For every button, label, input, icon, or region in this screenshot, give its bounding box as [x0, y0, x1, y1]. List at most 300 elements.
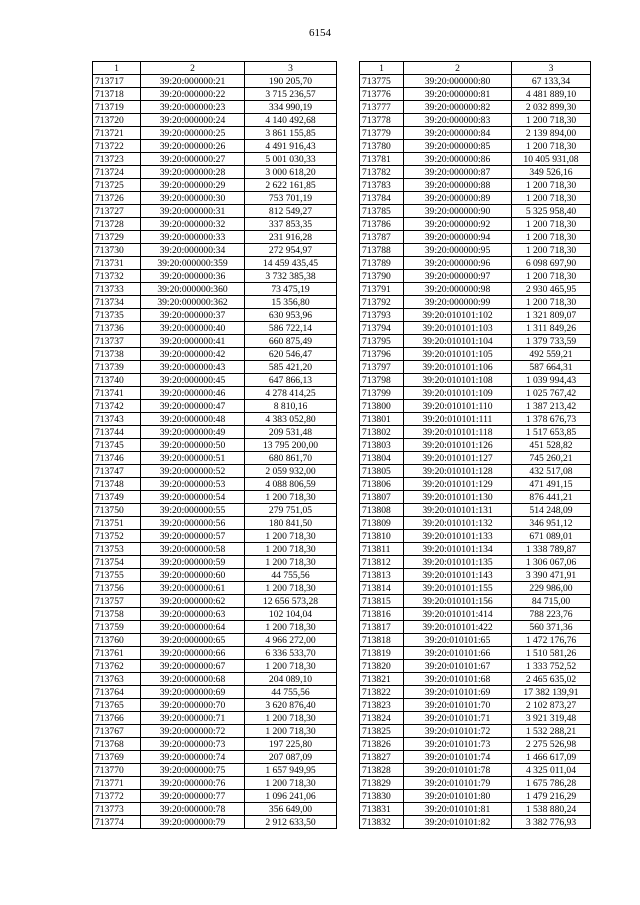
row-number-cell: 713827 — [360, 751, 404, 764]
row-number-cell: 713777 — [360, 101, 404, 114]
row-number-cell: 713730 — [93, 244, 141, 257]
value-cell: 1 200 718,30 — [245, 543, 337, 556]
cadastral-number-cell: 39:20:000000:66 — [141, 647, 245, 660]
table-row — [360, 309, 591, 322]
table-row — [360, 803, 591, 816]
value-cell: 73 475,19 — [245, 283, 337, 296]
left-data-table — [92, 61, 337, 829]
table-row — [360, 686, 591, 699]
row-number-cell: 713829 — [360, 777, 404, 790]
table-row — [93, 530, 337, 543]
value-cell: 1 479 216,29 — [512, 790, 591, 803]
row-number-cell: 713738 — [93, 348, 141, 361]
value-cell: 2 059 932,00 — [245, 465, 337, 478]
row-number-cell: 713731 — [93, 257, 141, 270]
cadastral-number-cell: 39:20:000000:76 — [141, 777, 245, 790]
row-number-cell: 713719 — [93, 101, 141, 114]
value-cell: 4 140 492,68 — [245, 114, 337, 127]
value-cell: 1 333 752,52 — [512, 660, 591, 673]
cadastral-number-cell: 39:20:000000:82 — [404, 101, 512, 114]
cadastral-number-cell: 39:20:010101:81 — [404, 803, 512, 816]
cadastral-number-cell: 39:20:010101:134 — [404, 543, 512, 556]
row-number-cell: 713799 — [360, 387, 404, 400]
table-row — [93, 101, 337, 114]
value-cell: 4 491 916,43 — [245, 140, 337, 153]
table-row — [93, 517, 337, 530]
table-row — [360, 790, 591, 803]
table-row — [360, 387, 591, 400]
value-cell: 1 532 288,21 — [512, 725, 591, 738]
column-header: 3 — [512, 62, 591, 75]
row-number-cell: 713758 — [93, 608, 141, 621]
cadastral-number-cell: 39:20:010101:130 — [404, 491, 512, 504]
cadastral-number-cell: 39:20:010101:82 — [404, 816, 512, 829]
row-number-cell: 713765 — [93, 699, 141, 712]
row-number-cell: 713773 — [93, 803, 141, 816]
row-number-cell: 713733 — [93, 283, 141, 296]
cadastral-number-cell: 39:20:000000:71 — [141, 712, 245, 725]
value-cell: 1 039 994,43 — [512, 374, 591, 387]
value-cell: 209 531,48 — [245, 426, 337, 439]
cadastral-number-cell: 39:20:010101:422 — [404, 621, 512, 634]
value-cell: 1 200 718,30 — [512, 270, 591, 283]
row-number-cell: 713756 — [93, 582, 141, 595]
row-number-cell: 713750 — [93, 504, 141, 517]
row-number-cell: 713742 — [93, 400, 141, 413]
cadastral-number-cell: 39:20:000000:36 — [141, 270, 245, 283]
table-row — [93, 673, 337, 686]
row-number-cell: 713718 — [93, 88, 141, 101]
row-number-cell: 713764 — [93, 686, 141, 699]
column-header: 1 — [93, 62, 141, 75]
value-cell: 197 225,80 — [245, 738, 337, 751]
value-cell: 1 200 718,30 — [512, 114, 591, 127]
row-number-cell: 713755 — [93, 569, 141, 582]
cadastral-number-cell: 39:20:000000:62 — [141, 595, 245, 608]
value-cell: 6 098 697,90 — [512, 257, 591, 270]
row-number-cell: 713770 — [93, 764, 141, 777]
cadastral-number-cell: 39:20:000000:52 — [141, 465, 245, 478]
cadastral-number-cell: 39:20:000000:98 — [404, 283, 512, 296]
value-cell: 2 930 465,95 — [512, 283, 591, 296]
table-row — [360, 205, 591, 218]
value-cell: 15 356,80 — [245, 296, 337, 309]
table-row — [360, 621, 591, 634]
row-number-cell: 713720 — [93, 114, 141, 127]
cadastral-number-cell: 39:20:010101:108 — [404, 374, 512, 387]
cadastral-number-cell: 39:20:010101:133 — [404, 530, 512, 543]
value-cell: 1 200 718,30 — [245, 712, 337, 725]
table-row — [360, 673, 591, 686]
row-number-cell: 713748 — [93, 478, 141, 491]
value-cell: 587 664,31 — [512, 361, 591, 374]
table-row — [360, 608, 591, 621]
cadastral-number-cell: 39:20:010101:102 — [404, 309, 512, 322]
cadastral-number-cell: 39:20:000000:79 — [141, 816, 245, 829]
value-cell: 812 549,27 — [245, 205, 337, 218]
row-number-cell: 713806 — [360, 478, 404, 491]
cadastral-number-cell: 39:20:000000:56 — [141, 517, 245, 530]
table-row — [360, 101, 591, 114]
table-row — [93, 647, 337, 660]
row-number-cell: 713771 — [93, 777, 141, 790]
table-row — [360, 114, 591, 127]
cadastral-number-cell: 39:20:010101:126 — [404, 439, 512, 452]
value-cell: 1 517 653,85 — [512, 426, 591, 439]
cadastral-number-cell: 39:20:010101:128 — [404, 465, 512, 478]
table-row — [93, 205, 337, 218]
table-row — [93, 374, 337, 387]
cadastral-number-cell: 39:20:010101:71 — [404, 712, 512, 725]
value-cell: 1 200 718,30 — [512, 218, 591, 231]
row-number-cell: 713811 — [360, 543, 404, 556]
cadastral-number-cell: 39:20:000000:85 — [404, 140, 512, 153]
row-number-cell: 713781 — [360, 153, 404, 166]
value-cell: 1 200 718,30 — [245, 582, 337, 595]
row-number-cell: 713746 — [93, 452, 141, 465]
value-cell: 2 139 894,00 — [512, 127, 591, 140]
row-number-cell: 713747 — [93, 465, 141, 478]
value-cell: 1 311 849,26 — [512, 322, 591, 335]
value-cell: 788 223,76 — [512, 608, 591, 621]
value-cell: 1 200 718,30 — [512, 192, 591, 205]
table-row — [360, 270, 591, 283]
value-cell: 3 732 385,38 — [245, 270, 337, 283]
cadastral-number-cell: 39:20:010101:109 — [404, 387, 512, 400]
row-number-cell: 713783 — [360, 179, 404, 192]
cadastral-number-cell: 39:20:000000:37 — [141, 309, 245, 322]
cadastral-number-cell: 39:20:000000:99 — [404, 296, 512, 309]
row-number-cell: 713800 — [360, 400, 404, 413]
row-number-cell: 713739 — [93, 361, 141, 374]
cadastral-number-cell: 39:20:000000:45 — [141, 374, 245, 387]
row-number-cell: 713779 — [360, 127, 404, 140]
table-row — [93, 478, 337, 491]
table-row — [93, 88, 337, 101]
table-row — [360, 452, 591, 465]
table-row — [360, 725, 591, 738]
table-row — [93, 699, 337, 712]
value-cell: 1 306 067,06 — [512, 556, 591, 569]
row-number-cell: 713809 — [360, 517, 404, 530]
table-row — [93, 803, 337, 816]
value-cell: 272 954,97 — [245, 244, 337, 257]
value-cell: 14 459 435,45 — [245, 257, 337, 270]
table-row — [93, 192, 337, 205]
row-number-cell: 713761 — [93, 647, 141, 660]
table-row — [93, 361, 337, 374]
table-row — [360, 634, 591, 647]
row-number-cell: 713830 — [360, 790, 404, 803]
value-cell: 334 990,19 — [245, 101, 337, 114]
table-row — [93, 712, 337, 725]
table-row — [360, 543, 591, 556]
table-row — [360, 179, 591, 192]
row-number-cell: 713788 — [360, 244, 404, 257]
value-cell: 1 200 718,30 — [245, 556, 337, 569]
row-number-cell: 713723 — [93, 153, 141, 166]
cadastral-number-cell: 39:20:000000:75 — [141, 764, 245, 777]
row-number-cell: 713826 — [360, 738, 404, 751]
row-number-cell: 713794 — [360, 322, 404, 335]
header-row — [93, 62, 337, 75]
table-row — [93, 322, 337, 335]
column-header: 3 — [245, 62, 337, 75]
row-number-cell: 713814 — [360, 582, 404, 595]
row-number-cell: 713728 — [93, 218, 141, 231]
row-number-cell: 713740 — [93, 374, 141, 387]
left-table-body — [93, 62, 337, 829]
cadastral-number-cell: 39:20:010101:414 — [404, 608, 512, 621]
cadastral-number-cell: 39:20:000000:77 — [141, 790, 245, 803]
value-cell: 1 321 809,07 — [512, 309, 591, 322]
value-cell: 660 875,49 — [245, 335, 337, 348]
row-number-cell: 713763 — [93, 673, 141, 686]
row-number-cell: 713751 — [93, 517, 141, 530]
value-cell: 207 087,09 — [245, 751, 337, 764]
value-cell: 1 538 880,24 — [512, 803, 591, 816]
table-row — [93, 127, 337, 140]
table-row — [93, 777, 337, 790]
row-number-cell: 713743 — [93, 413, 141, 426]
table-row — [360, 738, 591, 751]
value-cell: 1 200 718,30 — [245, 725, 337, 738]
table-row — [360, 374, 591, 387]
table-row — [360, 75, 591, 88]
value-cell: 753 701,19 — [245, 192, 337, 205]
value-cell: 1 657 949,95 — [245, 764, 337, 777]
value-cell: 349 526,16 — [512, 166, 591, 179]
table-row — [93, 387, 337, 400]
value-cell: 1 200 718,30 — [512, 296, 591, 309]
value-cell: 204 089,10 — [245, 673, 337, 686]
row-number-cell: 713818 — [360, 634, 404, 647]
row-number-cell: 713762 — [93, 660, 141, 673]
table-row — [93, 634, 337, 647]
table-row — [93, 452, 337, 465]
row-number-cell: 713767 — [93, 725, 141, 738]
value-cell: 3 390 471,91 — [512, 569, 591, 582]
cadastral-number-cell: 39:20:000000:96 — [404, 257, 512, 270]
table-row — [93, 504, 337, 517]
cadastral-number-cell: 39:20:010101:104 — [404, 335, 512, 348]
cadastral-number-cell: 39:20:010101:105 — [404, 348, 512, 361]
table-row — [93, 686, 337, 699]
cadastral-number-cell: 39:20:000000:63 — [141, 608, 245, 621]
table-row — [360, 400, 591, 413]
page-number: 6154 — [309, 27, 331, 39]
row-number-cell: 713815 — [360, 595, 404, 608]
row-number-cell: 713819 — [360, 647, 404, 660]
row-number-cell: 713797 — [360, 361, 404, 374]
cadastral-number-cell: 39:20:000000:86 — [404, 153, 512, 166]
table-row — [93, 660, 337, 673]
cadastral-number-cell: 39:20:000000:28 — [141, 166, 245, 179]
table-row — [360, 595, 591, 608]
table-row — [93, 738, 337, 751]
cadastral-number-cell: 39:20:000000:55 — [141, 504, 245, 517]
table-row — [93, 114, 337, 127]
cadastral-number-cell: 39:20:000000:83 — [404, 114, 512, 127]
cadastral-number-cell: 39:20:000000:51 — [141, 452, 245, 465]
table-row — [360, 283, 591, 296]
cadastral-number-cell: 39:20:000000:68 — [141, 673, 245, 686]
row-number-cell: 713828 — [360, 764, 404, 777]
table-row — [360, 660, 591, 673]
header-row — [360, 62, 591, 75]
row-number-cell: 713722 — [93, 140, 141, 153]
cadastral-number-cell: 39:20:000000:26 — [141, 140, 245, 153]
row-number-cell: 713789 — [360, 257, 404, 270]
table-row — [360, 491, 591, 504]
table-row — [360, 426, 591, 439]
row-number-cell: 713741 — [93, 387, 141, 400]
cadastral-number-cell: 39:20:010101:66 — [404, 647, 512, 660]
row-number-cell: 713784 — [360, 192, 404, 205]
cadastral-number-cell: 39:20:010101:74 — [404, 751, 512, 764]
row-number-cell: 713798 — [360, 374, 404, 387]
row-number-cell: 713727 — [93, 205, 141, 218]
table-row — [93, 283, 337, 296]
table-row — [93, 309, 337, 322]
row-number-cell: 713754 — [93, 556, 141, 569]
row-number-cell: 713816 — [360, 608, 404, 621]
row-number-cell: 713790 — [360, 270, 404, 283]
cadastral-number-cell: 39:20:000000:21 — [141, 75, 245, 88]
value-cell: 1 200 718,30 — [245, 660, 337, 673]
cadastral-number-cell: 39:20:000000:72 — [141, 725, 245, 738]
row-number-cell: 713780 — [360, 140, 404, 153]
cadastral-number-cell: 39:20:010101:110 — [404, 400, 512, 413]
row-number-cell: 713737 — [93, 335, 141, 348]
value-cell: 1 200 718,30 — [512, 140, 591, 153]
cadastral-number-cell: 39:20:000000:25 — [141, 127, 245, 140]
row-number-cell: 713724 — [93, 166, 141, 179]
cadastral-number-cell: 39:20:010101:67 — [404, 660, 512, 673]
value-cell: 12 656 573,28 — [245, 595, 337, 608]
table-row — [360, 257, 591, 270]
value-cell: 876 441,21 — [512, 491, 591, 504]
cadastral-number-cell: 39:20:010101:143 — [404, 569, 512, 582]
cadastral-number-cell: 39:20:010101:70 — [404, 699, 512, 712]
table-row — [360, 166, 591, 179]
value-cell: 1 200 718,30 — [245, 491, 337, 504]
value-cell: 1 200 718,30 — [245, 530, 337, 543]
cadastral-number-cell: 39:20:000000:73 — [141, 738, 245, 751]
value-cell: 279 751,05 — [245, 504, 337, 517]
cadastral-number-cell: 39:20:000000:64 — [141, 621, 245, 634]
table-row — [360, 504, 591, 517]
table-row — [360, 556, 591, 569]
row-number-cell: 713726 — [93, 192, 141, 205]
value-cell: 1 510 581,26 — [512, 647, 591, 660]
cadastral-number-cell: 39:20:000000:90 — [404, 205, 512, 218]
table-row — [93, 348, 337, 361]
table-row — [360, 127, 591, 140]
cadastral-number-cell: 39:20:000000:42 — [141, 348, 245, 361]
value-cell: 67 133,34 — [512, 75, 591, 88]
table-row — [93, 790, 337, 803]
value-cell: 2 622 161,85 — [245, 179, 337, 192]
value-cell: 620 546,47 — [245, 348, 337, 361]
row-number-cell: 713736 — [93, 322, 141, 335]
cadastral-number-cell: 39:20:000000:360 — [141, 283, 245, 296]
cadastral-number-cell: 39:20:010101:155 — [404, 582, 512, 595]
row-number-cell: 713753 — [93, 543, 141, 556]
value-cell: 1 379 733,59 — [512, 335, 591, 348]
row-number-cell: 713749 — [93, 491, 141, 504]
cadastral-number-cell: 39:20:000000:70 — [141, 699, 245, 712]
table-row — [93, 751, 337, 764]
value-cell: 745 260,21 — [512, 452, 591, 465]
value-cell: 356 649,00 — [245, 803, 337, 816]
table-row — [360, 465, 591, 478]
table-row — [93, 179, 337, 192]
row-number-cell: 713735 — [93, 309, 141, 322]
row-number-cell: 713744 — [93, 426, 141, 439]
row-number-cell: 713732 — [93, 270, 141, 283]
table-row — [360, 777, 591, 790]
cadastral-number-cell: 39:20:010101:68 — [404, 673, 512, 686]
row-number-cell: 713823 — [360, 699, 404, 712]
cadastral-number-cell: 39:20:000000:31 — [141, 205, 245, 218]
table-row — [360, 712, 591, 725]
cadastral-number-cell: 39:20:000000:362 — [141, 296, 245, 309]
cadastral-number-cell: 39:20:000000:41 — [141, 335, 245, 348]
value-cell: 5 001 030,33 — [245, 153, 337, 166]
cadastral-number-cell: 39:20:010101:127 — [404, 452, 512, 465]
cadastral-number-cell: 39:20:000000:69 — [141, 686, 245, 699]
table-row — [360, 530, 591, 543]
table-row — [93, 764, 337, 777]
cadastral-number-cell: 39:20:000000:34 — [141, 244, 245, 257]
value-cell: 2 912 633,50 — [245, 816, 337, 829]
value-cell: 3 000 618,20 — [245, 166, 337, 179]
table-row — [360, 296, 591, 309]
table-row — [360, 192, 591, 205]
cadastral-number-cell: 39:20:010101:69 — [404, 686, 512, 699]
table-row — [93, 491, 337, 504]
cadastral-number-cell: 39:20:000000:23 — [141, 101, 245, 114]
table-row — [360, 569, 591, 582]
cadastral-number-cell: 39:20:010101:118 — [404, 426, 512, 439]
table-row — [93, 426, 337, 439]
row-number-cell: 713760 — [93, 634, 141, 647]
value-cell: 586 722,14 — [245, 322, 337, 335]
cadastral-number-cell: 39:20:000000:67 — [141, 660, 245, 673]
value-cell: 2 032 899,30 — [512, 101, 591, 114]
table-row — [360, 764, 591, 777]
value-cell: 4 481 889,10 — [512, 88, 591, 101]
table-row — [93, 569, 337, 582]
cadastral-number-cell: 39:20:000000:49 — [141, 426, 245, 439]
right-data-table — [359, 61, 591, 829]
value-cell: 346 951,12 — [512, 517, 591, 530]
row-number-cell: 713803 — [360, 439, 404, 452]
row-number-cell: 713822 — [360, 686, 404, 699]
value-cell: 4 278 414,25 — [245, 387, 337, 400]
table-row — [360, 244, 591, 257]
row-number-cell: 713717 — [93, 75, 141, 88]
cadastral-number-cell: 39:20:010101:73 — [404, 738, 512, 751]
table-row — [360, 348, 591, 361]
cadastral-number-cell: 39:20:000000:74 — [141, 751, 245, 764]
row-number-cell: 713804 — [360, 452, 404, 465]
value-cell: 1 378 676,73 — [512, 413, 591, 426]
value-cell: 3 861 155,85 — [245, 127, 337, 140]
row-number-cell: 713793 — [360, 309, 404, 322]
cadastral-number-cell: 39:20:000000:48 — [141, 413, 245, 426]
